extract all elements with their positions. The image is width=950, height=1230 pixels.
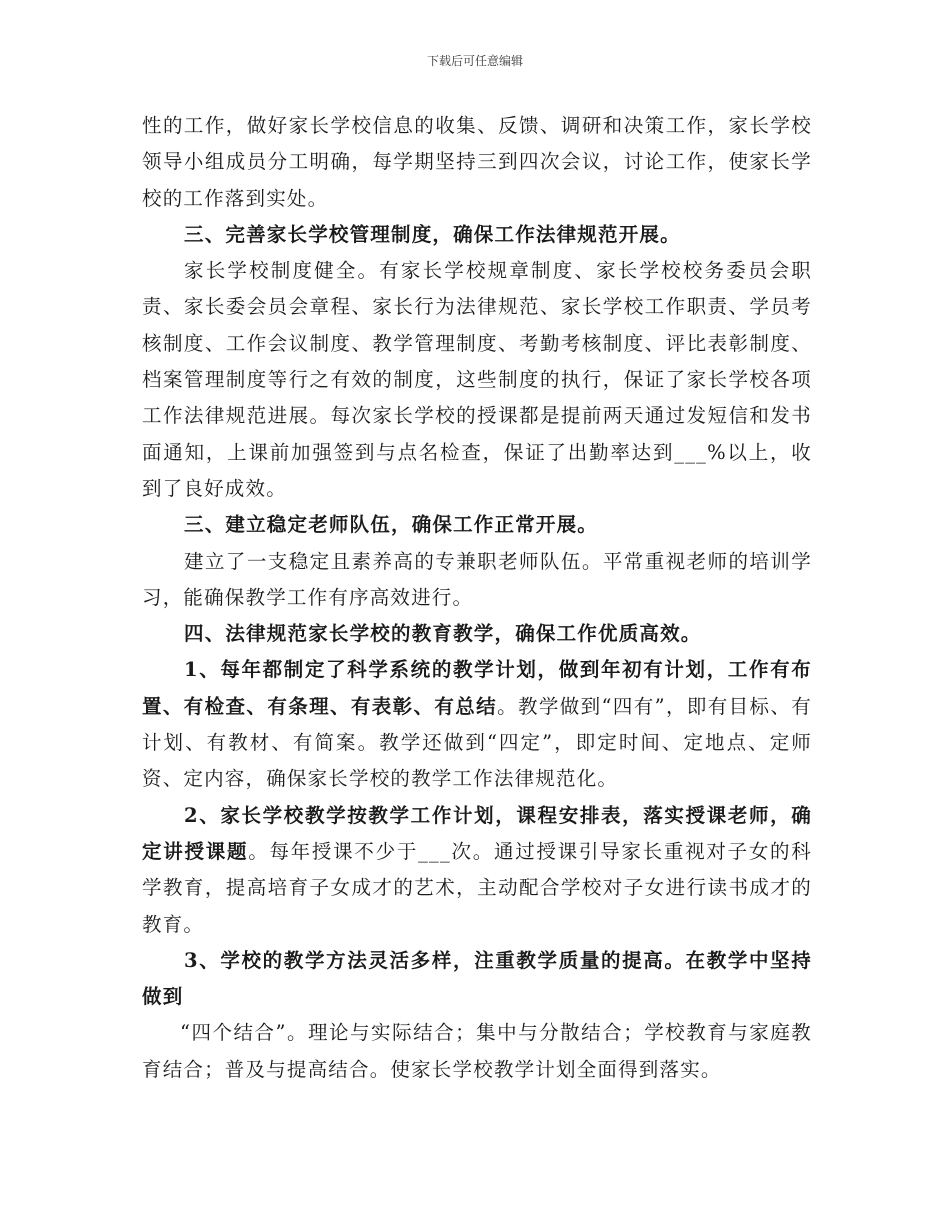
document-body <box>142 108 812 1088</box>
page-header: 下载后可任意编辑 <box>426 54 523 68</box>
section-heading-teachers: 三、建立稳定老师队伍，确保工作正常开展。 <box>184 513 599 537</box>
section-heading-teaching: 四、法律规范家长学校的教育教学，确保工作优质高效。 <box>184 622 702 646</box>
paragraph-four-combinations: “四个结合”。理论与实际结合；集中与分散结合；学校教育与家庭教育结合；普及与提高结合。使家长学校教学计划全面得到落实。 <box>142 1021 812 1081</box>
paragraph-plan-rest: 。教学做到“四有”，即有目标、有计划、有教材、有简案。教学还做到“四定”，即定时间、定地点、定师资、定内容，确保家长学校的教学工作法律规范化。 <box>142 694 813 791</box>
paragraph-methods: 3、学校的教学方法灵活多样，注重教学质量的提高。在教学中坚持做到 <box>142 948 812 1009</box>
paragraph-plan-lead: 1、每年都制定了科学系统的教学计划，做到年初有计划，工作有布置、有检查、有条理、有表彰、有总结 <box>142 658 812 718</box>
paragraph-continuation: 性的工作，做好家长学校信息的收集、反馈、调研和决策工作，家长学校领导小组成员分工明确，每学期坚持三到四次会议，讨论工作，使家长学校的工作落到实处。 <box>142 114 812 210</box>
paragraph-schedule <box>142 798 812 943</box>
paragraph-teachers: 建立了一支稳定且素养高的专兼职老师队伍。平常重视老师的培训学习，能确保教学工作有序高效进行。 <box>142 549 812 609</box>
paragraph-plan <box>142 652 812 797</box>
section-heading-management: 三、完善家长学校管理制度，确保工作法律规范开展。 <box>184 222 681 246</box>
paragraph-system: 家长学校制度健全。有家长学校规章制度、家长学校校务委员会职责、家长委会员会章程、家长行为法律规范、家长学校工作职责、学员考核制度、工作会议制度、教学管理制度、考勤考核制度、评比表彰制度、档案管理制度等行之有效的制度，这些制度的执行，保证了家长学校各项工作法律规范进展。每次家长学校的授课都是提前两天通过发短信和发书面通知，上课前加强签到与点名检查，保证了出勤率达到___%以上，收到了良好成效。 <box>142 259 812 500</box>
paragraph-schedule-rest: 。每年授课不少于___次。通过授课引导家长重视对子女的科学教育，提高培育子女成才的艺术，主动配合学校对子女进行读书成才的教育。 <box>142 839 812 936</box>
paragraph-schedule-lead: 2、家长学校教学按教学工作计划，课程安排表，落实授课老师，确定讲授课题 <box>142 803 812 863</box>
